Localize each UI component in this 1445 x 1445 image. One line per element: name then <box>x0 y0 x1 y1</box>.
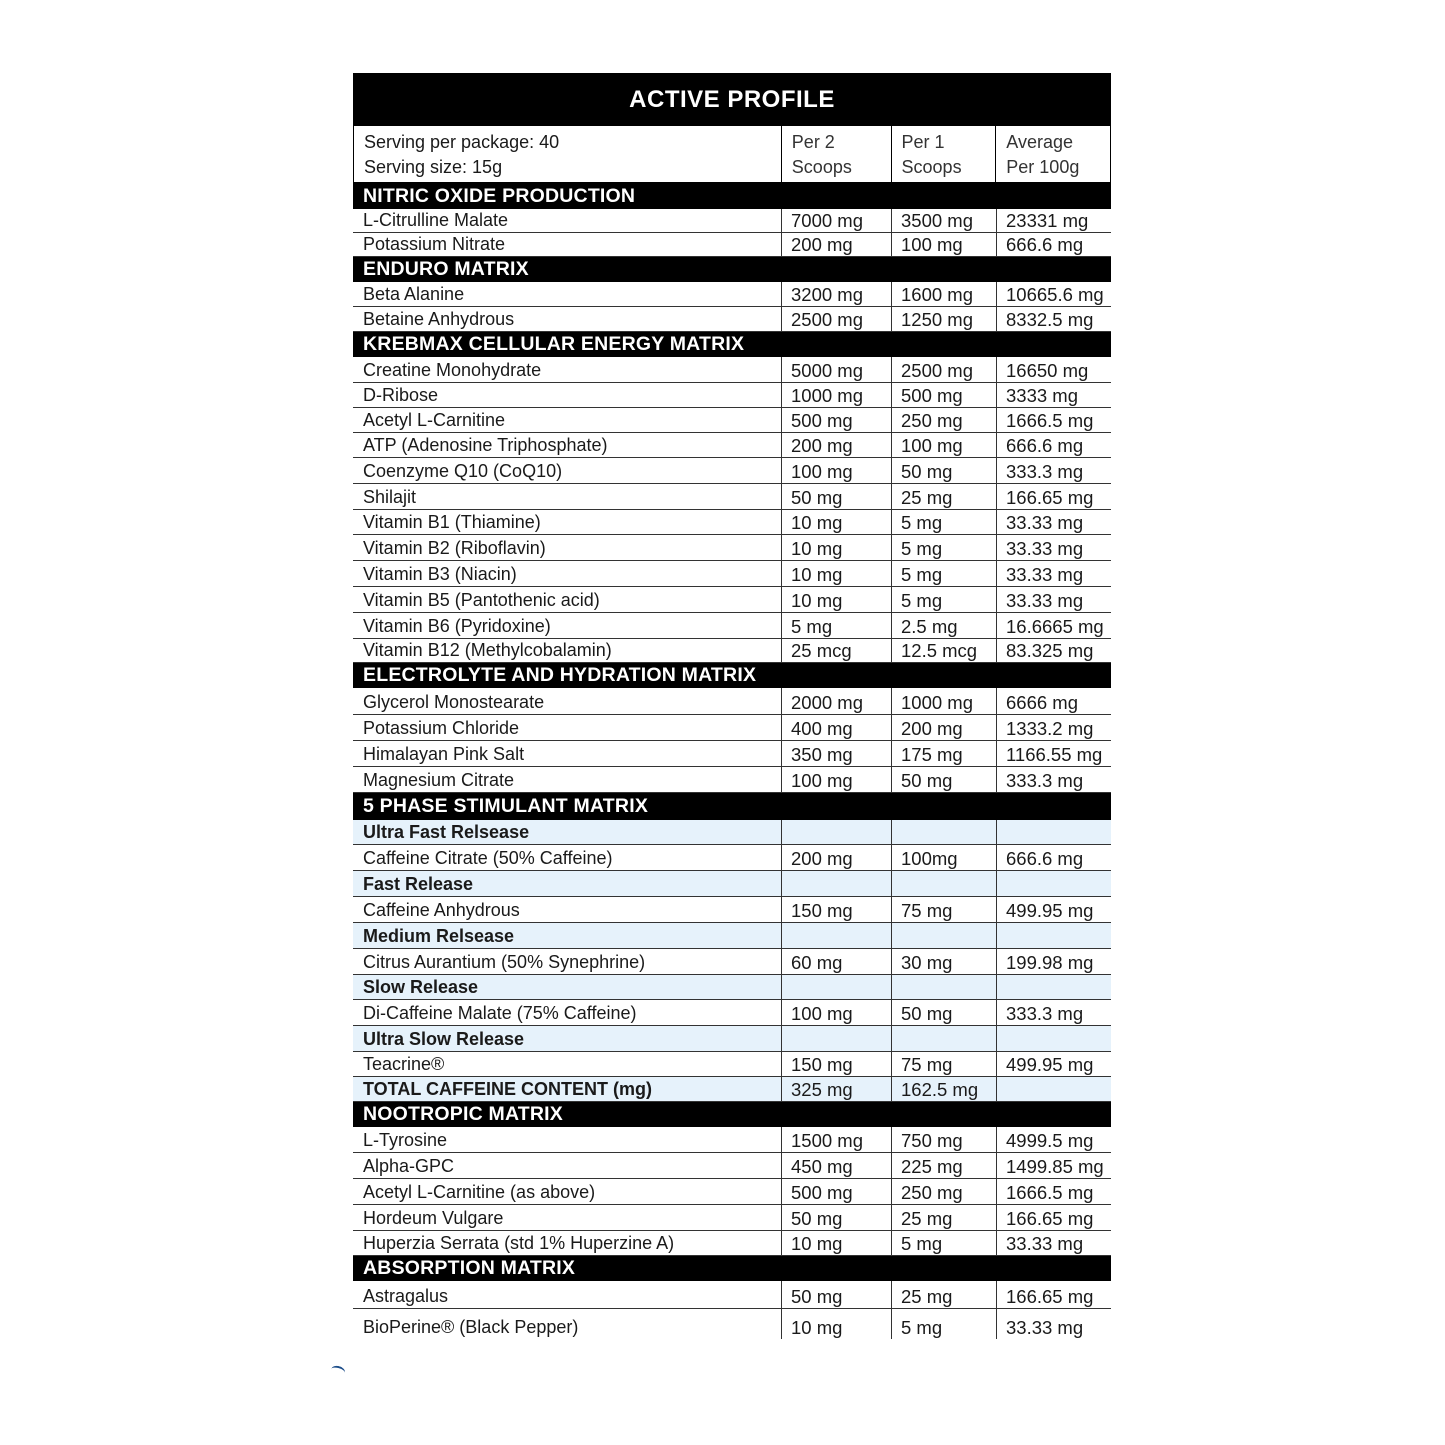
amount-per-2-scoops: 10 mg <box>781 561 891 586</box>
ingredient-name: Potassium Nitrate <box>363 234 506 254</box>
amount-per-100g: 33.33 mg <box>996 510 1111 534</box>
amount-per-2-scoops: 500 mg <box>781 1179 891 1204</box>
amount-per-2-scoops: 150 mg <box>781 1052 891 1076</box>
ingredient-name: Potassium Chloride <box>363 718 520 738</box>
ingredient-row <box>353 1179 1111 1205</box>
ingredient-row <box>353 458 1111 484</box>
ingredient-row <box>353 408 1111 433</box>
ingredient-name: Vitamin B1 (Thiamine) <box>363 512 541 532</box>
amount-per-100g: 1666.5 mg <box>996 408 1111 432</box>
amount-per-1-scoop <box>891 923 996 948</box>
ingredient-name: Caffeine Citrate (50% Caffeine) <box>363 848 613 868</box>
amount-per-1-scoop: 1250 mg <box>891 307 996 331</box>
serving-info <box>354 126 781 182</box>
amount-per-1-scoop: 225 mg <box>891 1153 996 1178</box>
amount-per-2-scoops: 200 mg <box>781 845 891 870</box>
amount-per-2-scoops: 50 mg <box>781 484 891 509</box>
amount-per-2-scoops <box>781 820 891 844</box>
amount-per-2-scoops: 50 mg <box>781 1205 891 1230</box>
amount-per-1-scoop: 175 mg <box>891 741 996 766</box>
ingredient-row <box>353 1153 1111 1179</box>
amount-per-1-scoop: 30 mg <box>891 949 996 974</box>
amount-per-2-scoops: 10 mg <box>781 535 891 560</box>
amount-per-2-scoops: 100 mg <box>781 458 891 483</box>
amount-per-1-scoop: 2500 mg <box>891 357 996 382</box>
amount-per-100g: 666.6 mg <box>996 845 1111 870</box>
amount-per-1-scoop: 5 mg <box>891 561 996 586</box>
amount-per-100g: 499.95 mg <box>996 897 1111 922</box>
subsection-row <box>353 871 1111 897</box>
amount-per-100g: 333.3 mg <box>996 1000 1111 1025</box>
ingredient-name: Himalayan Pink Salt <box>363 744 525 764</box>
ingredient-name: Betaine Anhydrous <box>363 309 515 329</box>
amount-per-100g: 666.6 mg <box>996 233 1111 256</box>
ingredient-row <box>353 357 1111 383</box>
ingredient-name: Beta Alanine <box>363 284 465 304</box>
amount-per-2-scoops: 400 mg <box>781 715 891 740</box>
amount-per-100g: 23331 mg <box>996 209 1111 232</box>
section-heading: NOOTROPIC MATRIX <box>353 1102 1111 1127</box>
ingredient-name: Creatine Monohydrate <box>363 360 542 380</box>
ingredient-row <box>353 897 1111 923</box>
amount-per-1-scoop: 250 mg <box>891 1179 996 1204</box>
amount-per-2-scoops: 5000 mg <box>781 357 891 382</box>
section-heading: ENDURO MATRIX <box>353 257 1111 282</box>
amount-per-100g: 333.3 mg <box>996 767 1111 792</box>
amount-per-100g <box>996 975 1111 999</box>
ingredient-name: Magnesium Citrate <box>363 770 515 790</box>
amount-per-1-scoop: 5 mg <box>891 1309 996 1339</box>
ingredient-row <box>353 1000 1111 1026</box>
ingredient-name: Vitamin B3 (Niacin) <box>363 564 517 584</box>
amount-per-1-scoop: 5 mg <box>891 510 996 534</box>
ingredient-name: ATP (Adenosine Triphosphate) <box>363 435 608 455</box>
amount-per-1-scoop: 100 mg <box>891 233 996 256</box>
ingredient-row <box>353 639 1111 663</box>
ingredient-row <box>353 484 1111 510</box>
serving-header <box>353 126 1111 184</box>
ingredient-name: Astragalus <box>363 1286 449 1306</box>
ingredient-row <box>353 510 1111 535</box>
ingredient-row <box>353 613 1111 639</box>
amount-per-2-scoops <box>781 975 891 999</box>
section-heading: ABSORPTION MATRIX <box>353 1256 1111 1281</box>
amount-per-1-scoop: 2.5 mg <box>891 613 996 638</box>
ingredient-row <box>353 561 1111 587</box>
ingredient-row <box>353 949 1111 975</box>
ingredient-row <box>353 587 1111 613</box>
amount-per-2-scoops: 2500 mg <box>781 307 891 331</box>
amount-per-2-scoops: 500 mg <box>781 408 891 432</box>
amount-per-1-scoop: 5 mg <box>891 587 996 612</box>
ingredient-name: Caffeine Anhydrous <box>363 900 520 920</box>
ingredient-row <box>353 1309 1111 1339</box>
ingredient-row <box>353 535 1111 561</box>
amount-per-2-scoops: 100 mg <box>781 1000 891 1025</box>
ingredient-name: Medium Relsease <box>363 926 515 946</box>
facts-table-body <box>353 184 1111 1339</box>
amount-per-2-scoops <box>781 871 891 896</box>
subsection-row <box>353 975 1111 1000</box>
section-heading: KREBMAX CELLULAR ENERGY MATRIX <box>353 332 1111 357</box>
amount-per-2-scoops: 200 mg <box>781 433 891 457</box>
amount-per-100g <box>996 1026 1111 1051</box>
ingredient-row <box>353 1281 1111 1309</box>
ingredient-row <box>353 209 1111 233</box>
serving-per-package: Serving per package: 40 <box>364 132 560 152</box>
amount-per-100g: 1166.55 mg <box>996 741 1111 766</box>
amount-per-1-scoop: 100mg <box>891 845 996 870</box>
amount-per-100g: 166.65 mg <box>996 1205 1111 1230</box>
ingredient-row <box>353 233 1111 257</box>
ingredient-row <box>353 282 1111 307</box>
amount-per-1-scoop: 50 mg <box>891 767 996 792</box>
ingredient-name: Citrus Aurantium (50% Synephrine) <box>363 952 646 972</box>
amount-per-2-scoops <box>781 923 891 948</box>
ingredient-row <box>353 1231 1111 1256</box>
amount-per-1-scoop: 50 mg <box>891 458 996 483</box>
amount-per-100g: 499.95 mg <box>996 1052 1111 1076</box>
amount-per-2-scoops: 1500 mg <box>781 1127 891 1152</box>
amount-per-1-scoop: 250 mg <box>891 408 996 432</box>
panel-title: ACTIVE PROFILE <box>353 73 1111 126</box>
ingredient-name: Vitamin B5 (Pantothenic acid) <box>363 590 600 610</box>
ingredient-name: Huperzia Serrata (std 1% Huperzine A) <box>363 1233 675 1253</box>
amount-per-2-scoops: 10 mg <box>781 1309 891 1339</box>
ingredient-name: BioPerine® (Black Pepper) <box>363 1317 579 1337</box>
amount-per-1-scoop: 500 mg <box>891 383 996 407</box>
amount-per-1-scoop: 5 mg <box>891 1231 996 1255</box>
amount-per-100g: 1666.5 mg <box>996 1179 1111 1204</box>
amount-per-2-scoops: 50 mg <box>781 1281 891 1308</box>
ingredient-name: Fast Release <box>363 874 474 894</box>
amount-per-100g: 33.33 mg <box>996 535 1111 560</box>
ingredient-row <box>353 715 1111 741</box>
amount-per-2-scoops: 325 mg <box>781 1077 891 1101</box>
amount-per-100g: 33.33 mg <box>996 561 1111 586</box>
amount-per-1-scoop: 200 mg <box>891 715 996 740</box>
ingredient-name: L-Citrulline Malate <box>363 210 509 230</box>
ingredient-name: Acetyl L-Carnitine (as above) <box>363 1182 596 1202</box>
ingredient-row <box>353 845 1111 871</box>
amount-per-1-scoop: 1000 mg <box>891 688 996 714</box>
ingredient-name: Alpha-GPC <box>363 1156 455 1176</box>
section-heading: ELECTROLYTE AND HYDRATION MATRIX <box>353 663 1111 688</box>
amount-per-100g: 6666 mg <box>996 688 1111 714</box>
amount-per-100g: 8332.5 mg <box>996 307 1111 331</box>
amount-per-100g: 666.6 mg <box>996 433 1111 457</box>
ingredient-name: Hordeum Vulgare <box>363 1208 504 1228</box>
amount-per-100g: 10665.6 mg <box>996 282 1111 306</box>
amount-per-2-scoops <box>781 1026 891 1051</box>
amount-per-100g: 1499.85 mg <box>996 1153 1111 1178</box>
ingredient-name: L-Tyrosine <box>363 1130 448 1150</box>
serving-size: Serving size: 15g <box>364 157 503 177</box>
amount-per-1-scoop: 5 mg <box>891 535 996 560</box>
ingredient-name: Slow Release <box>363 977 479 997</box>
subsection-row <box>353 1026 1111 1052</box>
amount-per-2-scoops: 5 mg <box>781 613 891 638</box>
amount-per-100g: 33.33 mg <box>996 1231 1111 1255</box>
ingredient-row <box>353 767 1111 793</box>
amount-per-100g <box>996 923 1111 948</box>
amount-per-2-scoops: 10 mg <box>781 587 891 612</box>
amount-per-1-scoop: 25 mg <box>891 1205 996 1230</box>
ingredient-name: Acetyl L-Carnitine <box>363 410 506 430</box>
amount-per-100g: 199.98 mg <box>996 949 1111 974</box>
ingredient-row <box>353 1052 1111 1077</box>
ingredient-row <box>353 688 1111 715</box>
amount-per-1-scoop: 75 mg <box>891 897 996 922</box>
amount-per-2-scoops: 350 mg <box>781 741 891 766</box>
amount-per-1-scoop <box>891 820 996 844</box>
ingredient-name: Vitamin B6 (Pyridoxine) <box>363 616 551 636</box>
amount-per-100g: 16.6665 mg <box>996 613 1111 638</box>
ingredient-row <box>353 383 1111 408</box>
ingredient-row <box>353 433 1111 458</box>
amount-per-100g: 333.3 mg <box>996 458 1111 483</box>
amount-per-100g: 166.65 mg <box>996 1281 1111 1308</box>
amount-per-1-scoop: 750 mg <box>891 1127 996 1152</box>
corner-mark <box>330 1364 346 1377</box>
subsection-row <box>353 820 1111 845</box>
amount-per-100g: 33.33 mg <box>996 1309 1111 1339</box>
ingredient-row <box>353 307 1111 332</box>
amount-per-2-scoops: 7000 mg <box>781 209 891 232</box>
ingredient-name: Vitamin B12 (Methylcobalamin) <box>363 640 612 660</box>
amount-per-100g: 3333 mg <box>996 383 1111 407</box>
amount-per-1-scoop: 25 mg <box>891 484 996 509</box>
amount-per-100g: 1333.2 mg <box>996 715 1111 740</box>
amount-per-1-scoop <box>891 871 996 896</box>
ingredient-row <box>353 1205 1111 1231</box>
ingredient-row <box>353 741 1111 767</box>
amount-per-1-scoop: 1600 mg <box>891 282 996 306</box>
amount-per-2-scoops: 2000 mg <box>781 688 891 714</box>
ingredient-name: Ultra Slow Release <box>363 1029 525 1049</box>
ingredient-name: Coenzyme Q10 (CoQ10) <box>363 461 563 481</box>
amount-per-1-scoop <box>891 975 996 999</box>
amount-per-2-scoops: 60 mg <box>781 949 891 974</box>
amount-per-1-scoop <box>891 1026 996 1051</box>
amount-per-100g: 4999.5 mg <box>996 1127 1111 1152</box>
ingredient-row <box>353 1127 1111 1153</box>
amount-per-2-scoops: 150 mg <box>781 897 891 922</box>
amount-per-100g: 33.33 mg <box>996 587 1111 612</box>
ingredient-name: Teacrine® <box>363 1054 445 1074</box>
amount-per-2-scoops: 1000 mg <box>781 383 891 407</box>
col-header-per-1-scoop: Per 1 Scoops <box>891 126 996 182</box>
supplement-facts-panel <box>353 73 1111 1339</box>
section-heading: NITRIC OXIDE PRODUCTION <box>353 184 1111 209</box>
ingredient-name: TOTAL CAFFEINE CONTENT (mg) <box>363 1079 652 1099</box>
ingredient-name: D-Ribose <box>363 385 439 405</box>
amount-per-2-scoops: 200 mg <box>781 233 891 256</box>
amount-per-100g: 166.65 mg <box>996 484 1111 509</box>
amount-per-1-scoop: 25 mg <box>891 1281 996 1308</box>
total-row <box>353 1077 1111 1102</box>
amount-per-100g: 83.325 mg <box>996 639 1111 662</box>
amount-per-2-scoops: 25 mcg <box>781 639 891 662</box>
amount-per-2-scoops: 3200 mg <box>781 282 891 306</box>
amount-per-2-scoops: 10 mg <box>781 1231 891 1255</box>
amount-per-1-scoop: 12.5 mcg <box>891 639 996 662</box>
amount-per-2-scoops: 10 mg <box>781 510 891 534</box>
ingredient-name: Vitamin B2 (Riboflavin) <box>363 538 546 558</box>
amount-per-100g <box>996 1077 1111 1101</box>
ingredient-name: Ultra Fast Relsease <box>363 822 530 842</box>
amount-per-100g <box>996 820 1111 844</box>
ingredient-name: Di-Caffeine Malate (75% Caffeine) <box>363 1003 637 1023</box>
subsection-row <box>353 923 1111 949</box>
amount-per-100g: 16650 mg <box>996 357 1111 382</box>
amount-per-1-scoop: 162.5 mg <box>891 1077 996 1101</box>
amount-per-1-scoop: 100 mg <box>891 433 996 457</box>
col-header-per-2-scoops: Per 2 Scoops <box>781 126 891 182</box>
amount-per-100g <box>996 871 1111 896</box>
amount-per-2-scoops: 450 mg <box>781 1153 891 1178</box>
amount-per-1-scoop: 3500 mg <box>891 209 996 232</box>
ingredient-name: Shilajit <box>363 487 417 507</box>
amount-per-1-scoop: 50 mg <box>891 1000 996 1025</box>
section-heading: 5 PHASE STIMULANT MATRIX <box>353 793 1111 820</box>
ingredient-name: Glycerol Monostearate <box>363 692 545 712</box>
amount-per-1-scoop: 75 mg <box>891 1052 996 1076</box>
col-header-per-100g: Average Per 100g <box>995 126 1110 182</box>
amount-per-2-scoops: 100 mg <box>781 767 891 792</box>
